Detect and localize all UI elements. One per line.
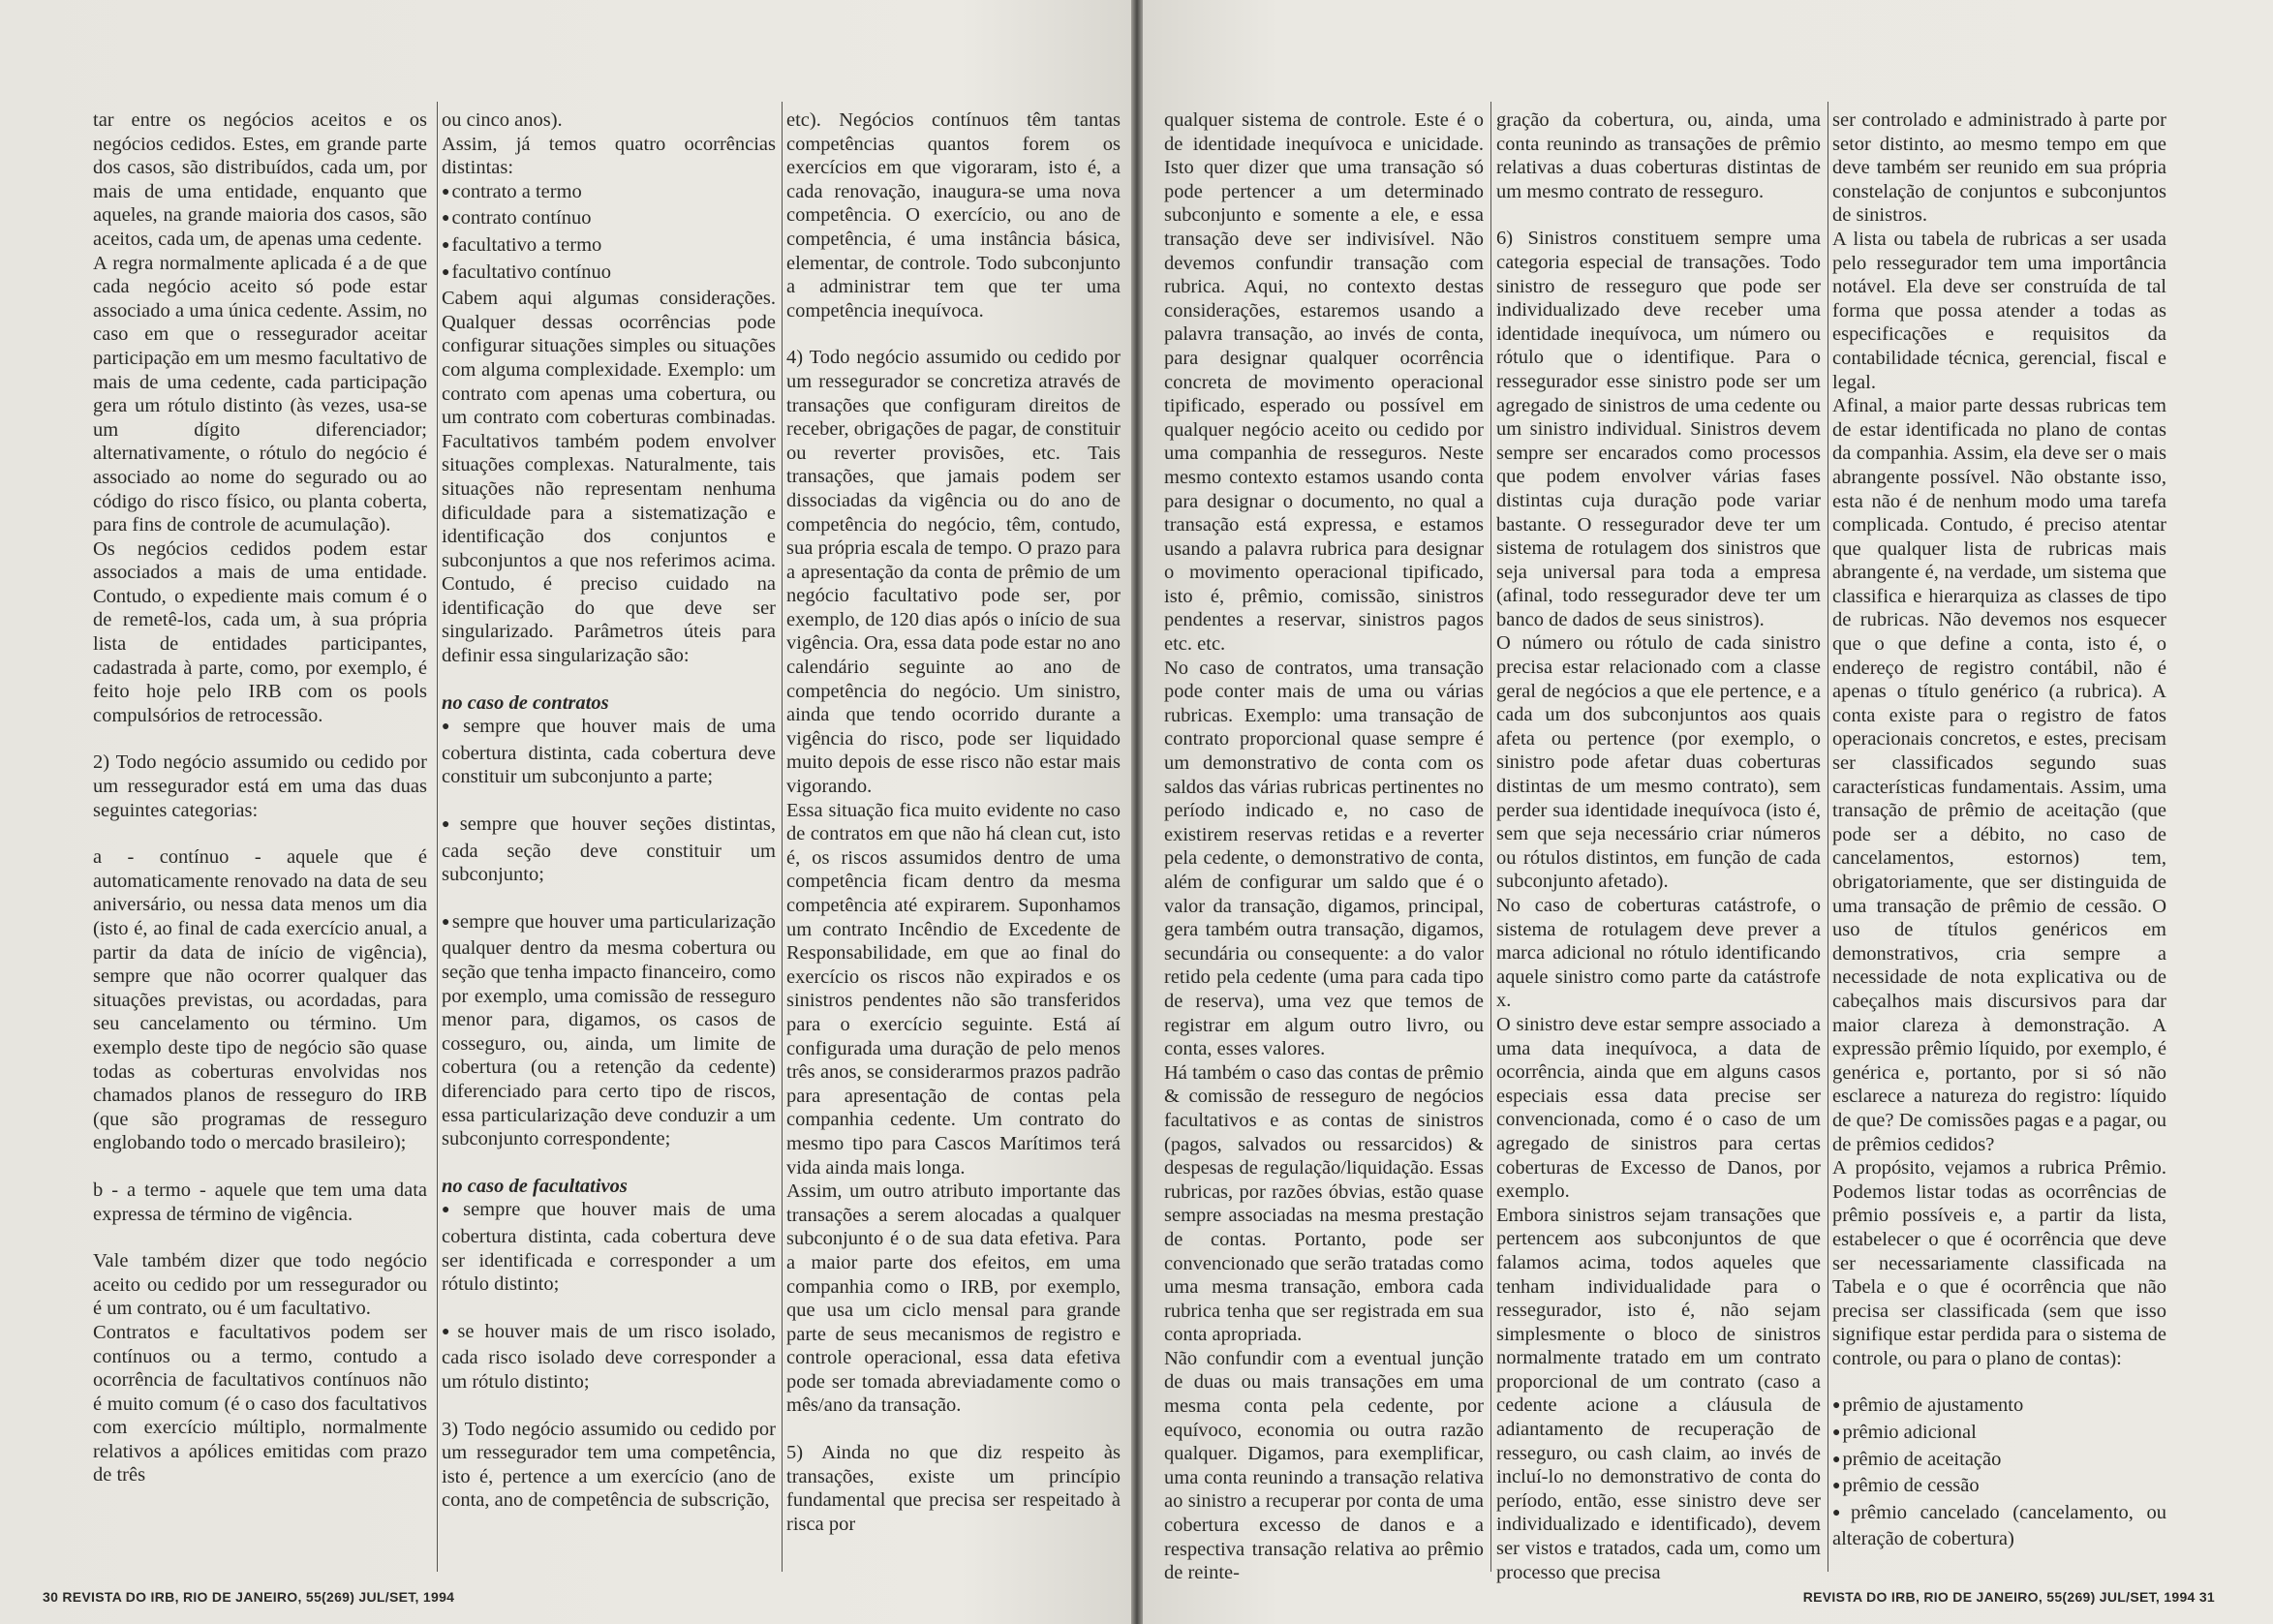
paragraph: A propósito, vejamos a rubrica Prêmio. Podemos listar todas as ocorrências de prêmio possíveis e, a partir da lista, estabelecer o que é ocorrência que deve ser necessariamente classificada na Tabela e o que é ocorrência que não precisa ser classificada (sem que isso signifique estar perdida para o sistema de controle, ou para o plano de contas): [1832, 1157, 2166, 1369]
paragraph: Os negócios cedidos podem estar associados a mais de uma entidade. Contudo, o expediente mais comum é o de remetê-los, cada um, à sua própria lista de entidades participantes, cadastrada à parte, como, por exemplo, é feito hoje pelo IRB com os pools compulsórios de retrocessão. [93, 537, 427, 726]
column-divider [1490, 102, 1491, 1572]
bullet-item: ● se houver mais de um risco isolado, cada risco isolado deve corresponder a um rótulo distinto; [442, 1320, 776, 1394]
paragraph: tar entre os negócios aceitos e os negócios cedidos. Estes, em grande parte dos casos, são distribuídos, cada um, por mais de uma entidade, enquanto que aqueles, na grande maioria dos casos, são aceitos, cada um, de apenas uma cedente. [93, 109, 427, 250]
bullet-item: ● prêmio adicional [1832, 1421, 2166, 1448]
right-column-3 [1832, 108, 2166, 1566]
paragraph-gap [786, 322, 1121, 346]
paragraph: Não confundir com a eventual junção de duas ou mais transações em uma mesma conta pela cedente, por equívoco, economia ou outra razão qualquer. Digamos, para exemplificar, uma conta reunindo a transação relativa ao sinistro a recuperar por conta de uma cobertura excesso de danos e a respectiva transação relativa ao prêmio de reinte- [1164, 1347, 1484, 1584]
right-column-2 [1496, 108, 1821, 1583]
subheading: no caso de contratos [442, 691, 609, 714]
paragraph: Contratos e facultativos podem ser contínuos ou a termo, contudo a ocorrência de facultativos contínuos não é muito comum (é o caso dos facultativos com exercício múltiplo, normalmente relativos a apólices emitidas com prazo de três [93, 1321, 427, 1486]
paragraph-gap [442, 789, 776, 812]
paragraph: 6) Sinistros constituem sempre uma categoria especial de transações. Todo sinistro de resseguro que pode ser individualizado deve receber uma identidade inequívoca, um número ou rótulo que o identifique. Para o ressegurador esse sinistro pode ser um agregado de sinistros de uma cedente ou um sinistro individual. Sinistros devem sempre ser encarados como processos que podem envolver várias fases distintas cuja duração pode variar bastante. O ressegurador deve ter um sistema de rotulagem dos sinistros que seja universal para toda a empresa (afinal, todo ressegurador deve ter um banco de dados de seus sinistros). [1496, 228, 1821, 630]
paragraph: a - contínuo - aquele que é automaticamente renovado na data de seu aniversário, ou nessa data menos um dia (isto é, ao final de cada exercício anual, a partir da data de início de vigência), sempre que não ocorrer qualquer das situações previstas, ou acordadas, para seu cancelamento ou término. Um exemplo deste tipo de negócio são quase todas as coberturas envolvidas nos chamados planos de resseguro do IRB (que são programas de resseguro englobando todo o mercado brasileiro); [93, 846, 427, 1154]
left-column-1 [93, 108, 427, 1566]
paragraph: Embora sinistros sejam transações que pertencem aos subconjuntos de que falamos acima, todos aqueles que tenham individualidade para o ressegurador, isto é, não sejam simplesmente o bloco de sinistros normalmente tratado em um contrato proporcional de um contrato (caso a cedente acione a cláusula de adiantamento de recuperação de resseguro, ou cash claim, ao invés de incluí-lo no demonstrativo de conta do período, então, esse sinistro deve ser individualizado e identificado), devem ser vistos e tratados, cada um, como um processo que precisa [1496, 1204, 1821, 1583]
paragraph: Afinal, a maior parte dessas rubricas tem de estar identificada no plano de contas da companhia. Assim, ela deve ser o mais abrangente possível. Não obstante isso, esta não é de nenhum modo uma tarefa complicada. Contudo, é preciso atentar que qualquer lista de rubricas mais abrangente é, na verdade, um sistema que classifica e hierarquiza as classes de tipo de rubricas. Não devemos nos esquecer que o que define a conta, isto é, o endereço de registro contábil, não é apenas o título genérico (a rubrica). A conta existe para o registro de fatos operacionais concretos, e estes, precisam ser classificados segundo suas características fundamentais. Assim, uma transação de prêmio de aceitação (que pode ser a débito, no caso de cancelamentos, estornos) tem, obrigatoriamente, que ser distinguida de uma transação de prêmio de cessão. O uso de títulos genéricos em demonstrativos, cria sempre a necessidade de nota explicativa ou de cabeçalhos mais discursivos para dar maior clareza à demonstração. A expressão prêmio líquido, por exemplo, é genérica e, portanto, por si só não esclarece a natureza do registro: líquido de que? De comissões pagas e a pagar, ou de prêmios cedidos? [1832, 395, 2166, 1155]
right-page-footer: REVISTA DO IRB, RIO DE JANEIRO, 55(269) JUL/SET, 1994 31 [1802, 1589, 2215, 1605]
page-gutter [1131, 0, 1143, 1624]
left-page [0, 0, 1131, 1624]
bullet-item: ● facultativo contínuo [442, 260, 776, 288]
paragraph-gap [93, 822, 427, 845]
paragraph-gap [442, 1297, 776, 1320]
left-column-3 [786, 108, 1121, 1566]
paragraph-gap [1832, 1370, 2166, 1394]
paragraph-gap [93, 1226, 427, 1249]
paragraph-gap [93, 1155, 427, 1179]
paragraph: ser controlado e administrado à parte por setor distinto, ao mesmo tempo em que deve também ser reunido em sua própria constelação de conjuntos e subconjuntos de sinistros. [1832, 109, 2166, 227]
bullet-item: ● sempre que houver mais de uma cobertura distinta, cada cobertura deve constituir um subconjunto a parte; [442, 715, 776, 789]
paragraph: Essa situação fica muito evidente no caso de contratos em que não há clean cut, isto é, os riscos assumidos dentro de uma competência ficam dentro da mesma competência até expirarem. Suponhamos um contrato Incêndio de Excedente de Responsabilidade, em que ao final do exercício os riscos não expirados e os sinistros pendentes não são transferidos para o exercício seguinte. Está aí configurada uma duração de pelo menos três anos, se considerarmos prazos padrão para apresentação de contas pela companhia cedente. Um contrato do mesmo tipo para Cascos Marítimos terá vida ainda mais longa. [786, 799, 1121, 1179]
bullet-item: ● facultativo a termo [442, 233, 776, 260]
paragraph-gap [786, 1418, 1121, 1441]
paragraph-gap [442, 1394, 776, 1418]
paragraph-gap [442, 668, 776, 691]
paragraph: No caso de coberturas catástrofe, o sistema de rotulagem deve prever a marca adicional no rótulo identificando aquele sinistro como parte da catástrofe x. [1496, 895, 1821, 1012]
paragraph: etc). Negócios contínuos têm tantas competências quantos forem os exercícios em que vigoraram, isto é, a cada renovação, inaugura-se uma nova competência. O exercício, ou ano de competência, é uma instância básica, elementar, de controle. Todo subconjunto a administrar tem que ter uma competência inequívoca. [786, 109, 1121, 322]
paragraph: 5) Ainda no que diz respeito às transações, existe um princípio fundamental que precisa ser respeitado à risca por [786, 1442, 1121, 1535]
bullet-item: ● sempre que houver uma particularização qualquer dentro da mesma cobertura ou seção que tenha impacto financeiro, como por exemplo, uma comissão de resseguro menor para, digamos, os casos de cosseguro, ou, ainda, um limite de cobertura (ou a retenção da cedente) diferenciado para certo tipo de riscos, essa particularização deve conduzir a um subconjunto correspondente; [442, 910, 776, 1151]
paragraph: Há também o caso das contas de prêmio & comissão de resseguro de negócios facultativos e as contas de sinistros (pagos, salvados ou ressarcidos) & despesas de regulação/liquidação. Essas rubricas, por razões óbvias, estão quase sempre associadas na mesma prestação de contas. Portanto, pode ser convencionado que serão tratadas como uma mesma transação, embora cada rubrica tenha que ser registrada em sua conta apropriada. [1164, 1061, 1484, 1346]
right-page [1143, 0, 2273, 1624]
paragraph: 3) Todo negócio assumido ou cedido por um ressegurador tem uma competência, isto é, pertence a um exercício (ano de conta, ano de competência de subscrição, [442, 1418, 776, 1512]
paragraph: ou cinco anos). [442, 109, 563, 131]
left-page-footer: 30 REVISTA DO IRB, RIO DE JANEIRO, 55(269) JUL/SET, 1994 [43, 1589, 455, 1605]
paragraph: Assim, já temos quatro ocorrências distintas: [442, 133, 776, 179]
bullet-item: ● prêmio de ajustamento [1832, 1394, 2166, 1421]
paragraph: No caso de contratos, uma transação pode conter mais de uma ou várias rubricas. Exemplo: uma transação de contrato proporcional quase sempre é um demonstrativo de conta com os saldos das várias rubricas pertinentes no período indicado e, no caso de existirem reservas retidas e a reverter pela cedente, o demonstrativo de conta, além de configurar um saldo que é o valor da transação, digamos, principal, gera também outra transação, digamos, secundária ou consequente: a do valor retido pela cedente (uma para cada tipo de reserva), uma vez que temos de registrar em algum outro livro, ou conta, esses valores. [1164, 657, 1484, 1060]
paragraph: 4) Todo negócio assumido ou cedido por um ressegurador se concretiza através de transações que configuram direitos de receber, obrigações de pagar, de constituir ou reverter provisões, etc. Tais transações, que jamais podem ser dissociadas da vigência ou do ano de competência do negócio, têm, contudo, sua própria escala de tempo. O prazo para a apresentação da conta de prêmio de um negócio facultativo pode ser, por exemplo, de 120 dias após o início de sua vigência. Ora, essa data pode estar no ano calendário seguinte ao ano de competência do negócio. Um sinistro, ainda que tendo ocorrido durante a vigência do risco, pode ser liquidado muito depois de esse risco não estar mais vigorando. [786, 347, 1121, 798]
left-column-2 [442, 108, 776, 1566]
bullet-item: ● prêmio de aceitação [1832, 1448, 2166, 1475]
paragraph-gap [93, 727, 427, 751]
paragraph: Cabem aqui algumas considerações. Qualquer dessas ocorrências pode configurar situações simples ou situações com alguma complexidade. Exemplo: um contrato com apenas uma cobertura, ou um contrato com coberturas combinadas. Facultativos também podem envolver situações complexas. Naturalmente, tais situações não representam nenhuma dificuldade para a sistematização e identificação dos conjuntos e subconjuntos a que nos referimos acima. Contudo, é preciso cuidado na identificação do que deve ser singularizado. Parâmetros úteis para definir essa singularização são: [442, 288, 776, 667]
column-divider [437, 102, 438, 1572]
paragraph: b - a termo - aquele que tem uma data expressa de término de vigência. [93, 1179, 427, 1225]
paragraph: 2) Todo negócio assumido ou cedido por um ressegurador está em uma das duas seguintes categorias: [93, 751, 427, 821]
paragraph: A lista ou tabela de rubricas a ser usada pelo ressegurador tem uma importância notável. Ela deve ser construída de tal forma que possa atender a todas as especificações e requisitos da contabilidade técnica, gerencial, fiscal e legal. [1832, 228, 2166, 393]
paragraph-gap [1496, 203, 1821, 227]
paragraph: gração da cobertura, ou, ainda, uma conta reunindo as transações de prêmio relativas a duas coberturas distintas de um mesmo contrato de resseguro. [1496, 109, 1821, 202]
bullet-item: ● sempre que houver seções distintas, cada seção deve constituir um subconjunto; [442, 812, 776, 887]
bullet-item: ● contrato a termo [442, 180, 776, 207]
paragraph-gap [442, 887, 776, 910]
bullet-item: ● sempre que houver mais de uma cobertura distinta, cada cobertura deve ser identificada e corresponder a um rótulo distinto; [442, 1198, 776, 1296]
paragraph: qualquer sistema de controle. Este é o de identidade inequívoca e unicidade. Isto quer dizer que uma transação só pode pertencer a um determinado subconjunto e somente a ele, e essa transação deve ser indivisível. Não devemos confundir transação com rubrica. Aqui, no contexto destas considerações, estaremos usando a palavra transação, ao invés de conta, para designar qualquer ocorrência concreta de movimento operacional tipificado, esperado ou possível em qualquer negócio aceito ou cedido por uma companhia de resseguros. Neste mesmo contexto estamos usando conta para designar o documento, no qual a transação está expressa, e estamos usando a palavra rubrica para designar o movimento operacional tipificado, isto é, prêmio, comissão, sinistros pendentes a reservar, sinistros pagos etc. etc. [1164, 109, 1484, 656]
paragraph: O sinistro deve estar sempre associado a uma data inequívoca, a data de ocorrência, ainda que em alguns casos especiais essa data precise ser convencionada, como é o caso de um agregado de sinistros para certas coberturas de Excesso de Danos, por exemplo. [1496, 1013, 1821, 1203]
bullet-item: ● prêmio de cessão [1832, 1474, 2166, 1501]
bullet-item: ● prêmio cancelado (cancelamento, ou alteração de cobertura) [1832, 1501, 2166, 1551]
paragraph: O número ou rótulo de cada sinistro precisa estar relacionado com a classe geral de negócios a que ele pertence, e a cada um dos subconjuntos aos quais afeta ou pertence (por exemplo, o sinistro pode afetar duas coberturas distintas de um mesmo contrato), sem perder sua identidade inequívoca (isto é, sem que seja necessário criar números ou rótulos distintos, em função de cada subconjunto afetado). [1496, 632, 1821, 893]
paragraph: Vale também dizer que todo negócio aceito ou cedido por um ressegurador ou é um contrato, ou é um facultativo. [93, 1250, 427, 1320]
column-divider [782, 102, 783, 1572]
paragraph-gap [442, 1151, 776, 1175]
paragraph: A regra normalmente aplicada é a de que cada negócio aceito só pode estar associado a uma única cedente. Assim, no caso em que o ressegurador aceitar participação em um mesmo facultativo de mais de uma cedente, cada participação gera um rótulo distinto (às vezes, usa-se um dígito diferenciador; alternativamente, o rótulo do negócio é associado ao nome do segurado ou ao código do risco físico, ou planta coberta, para fins de controle de acumulação). [93, 252, 427, 536]
subheading: no caso de facultativos [442, 1175, 628, 1197]
right-column-1 [1164, 108, 1484, 1584]
paragraph: Assim, um outro atributo importante das transações a serem alocadas a qualquer subconjunto é o de sua data efetiva. Para a maior parte dos efeitos, em uma companhia como o IRB, por exemplo, que usa um ciclo mensal para grande parte de seus mecanismos de registro e controle operacional, essa data efetiva pode ser tomada abreviadamente como o mês/ano da transação. [786, 1180, 1121, 1417]
bullet-item: ● contrato contínuo [442, 206, 776, 233]
